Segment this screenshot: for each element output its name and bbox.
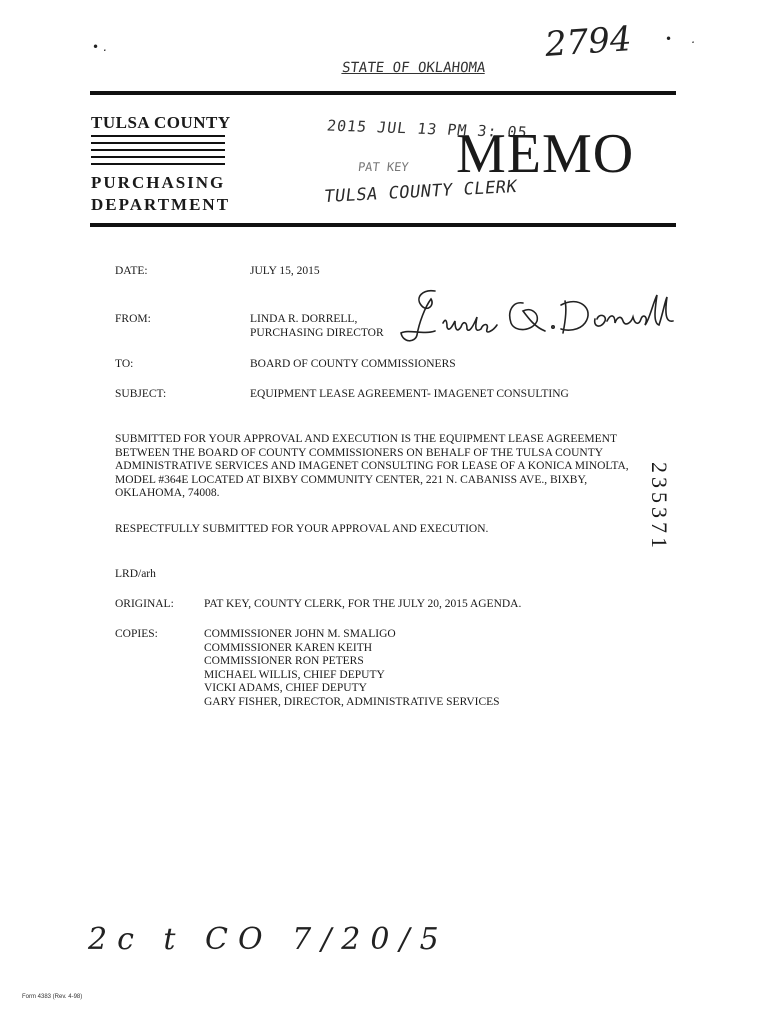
to-value: BOARD OF COUNTY COMMISSIONERS [250,358,456,370]
side-document-number: 235371 [647,462,672,552]
filing-stamp-datetime: 2015 JUL 13 PM 3: 05 [325,116,529,142]
copies-item: MICHAEL WILLIS, CHIEF DEPUTY [204,668,385,681]
handwritten-marks: • . [92,40,107,54]
dept-stripe [91,142,225,144]
from-title: PURCHASING DIRECTOR [250,327,384,339]
department-name-line1: PURCHASING [91,173,226,192]
form-number: Form 4383 (Rev. 4-98) [22,994,83,1000]
handwritten-dots: • . [665,32,695,46]
handwritten-agenda-note: 2c t CO 7/20/5 [88,922,449,957]
header-top-rule [90,91,676,95]
from-name: LINDA R. DORRELL, [250,313,358,325]
initials: LRD/arh [115,568,156,580]
to-label: TO: [115,358,134,370]
county-name: TULSA COUNTY [91,113,231,132]
department-name-line2: DEPARTMENT [91,195,231,214]
copies-item: VICKI ADAMS, CHIEF DEPUTY [204,682,367,695]
body-paragraph: SUBMITTED FOR YOUR APPROVAL AND EXECUTION IS THE EQUIPMENT LEASE AGREEMENT BETWEEN THE BOARD OF COUNTY COMMISSIONERS ON BEHALF OF THE TULSA COUNTY ADMINISTRATIVE SERVICES AND IMAGENET CONSULTING FOR LEASE OF A KONICA MINOLTA, MODEL #364E LOCATED AT BIXBY COMMUNITY CENTER, 221 N. CABANISS AVE., BIXBY, OKLAHOMA, 74008. [115,433,629,500]
signature-image [395,283,685,353]
copies-item: COMMISSIONER JOHN M. SMALIGO [204,628,396,640]
dept-stripe [91,135,225,137]
dept-stripe [91,149,225,151]
from-label: FROM: [115,313,151,325]
copies-item: GARY FISHER, DIRECTOR, ADMINISTRATIVE SERVICES [204,695,500,708]
dept-stripe [91,163,225,165]
memo-title: MEMO [456,123,635,185]
copies-label: COPIES: [115,628,158,640]
subject-value: EQUIPMENT LEASE AGREEMENT- IMAGENET CONSULTING [250,388,569,400]
filing-stamp-clerk: TULSA COUNTY CLERK [322,176,519,208]
closing-line: RESPECTFULLY SUBMITTED FOR YOUR APPROVAL AND EXECUTION. [115,523,489,535]
handwritten-file-number: 2794 [543,19,633,65]
date-label: DATE: [115,265,148,277]
original-label: ORIGINAL: [115,598,174,610]
date-value: JULY 15, 2015 [250,265,320,277]
copies-list [204,628,500,710]
filing-stamp-clerk-name: PAT KEY [357,160,410,174]
dept-stripe [91,156,225,158]
header-bottom-rule [90,223,676,227]
copies-item: COMMISSIONER KAREN KEITH [204,641,373,654]
filing-stamp-state: STATE OF OKLAHOMA [341,60,487,76]
original-value: PAT KEY, COUNTY CLERK, FOR THE JULY 20, 2015 AGENDA. [204,598,522,610]
copies-item: COMMISSIONER RON PETERS [204,655,364,668]
subject-label: SUBJECT: [115,388,167,400]
